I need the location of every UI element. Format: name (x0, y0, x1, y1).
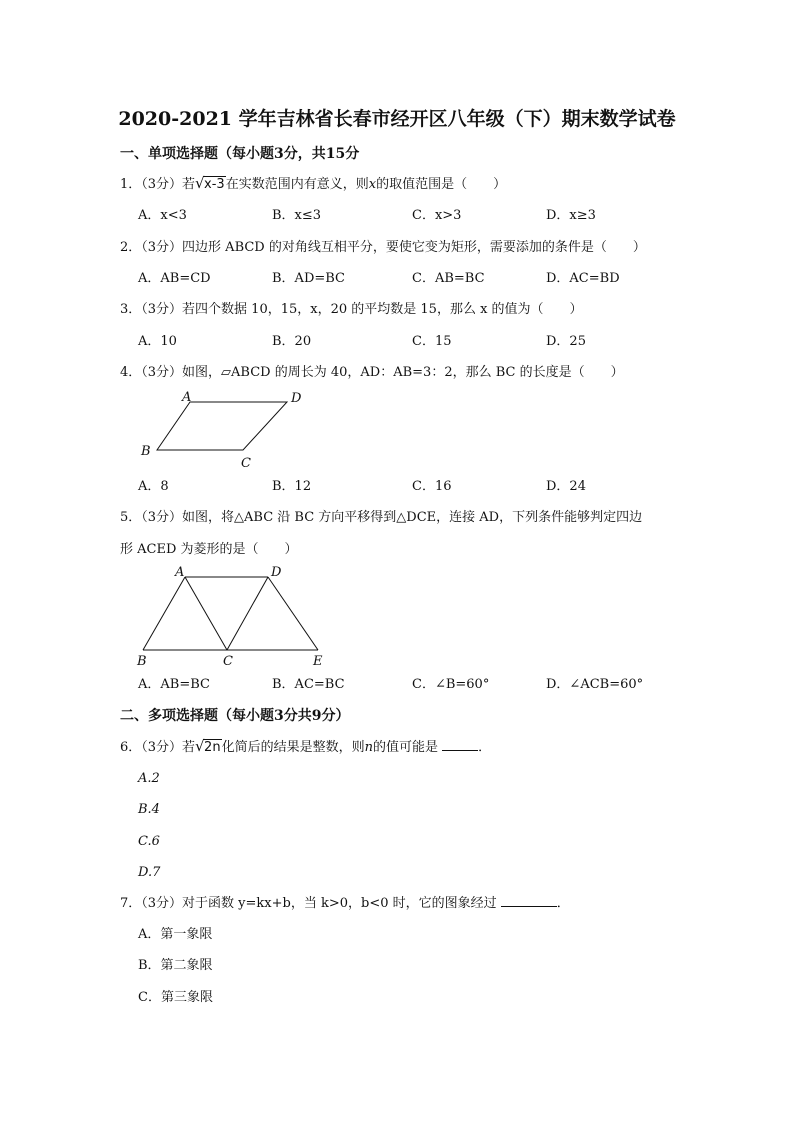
option-a[interactable]: A.2 (138, 771, 160, 786)
question-6 (120, 737, 492, 755)
sqrt-expression: √ 2n (195, 737, 221, 755)
option-c[interactable]: C．x>3 (412, 208, 462, 223)
question-4: 4．（3分）如图，▱ABCD 的周长为 40，AD：AB=3：2，那么 BC 的长度是（ ） (120, 365, 624, 380)
question-1-suffix: 在实数范围内有意义，则 (225, 177, 369, 192)
parallelogram-shape (157, 402, 287, 450)
question-5-line-2: 形 ACED 为菱形的是（ ） (120, 542, 298, 557)
radicand: 2n (204, 740, 221, 755)
option-a[interactable]: A．8 (138, 479, 169, 494)
question-3: 3．（3分）若四个数据 10，15，x，20 的平均数是 15，那么 x 的值为（ ） (120, 302, 583, 317)
option-d[interactable]: D．x≥3 (546, 208, 596, 223)
line-de (268, 577, 318, 650)
question-5-line-1: 5．（3分）如图，将△ABC 沿 BC 方向平移得到△DCE，连接 AD，下列条件能够判定四边 (120, 510, 643, 525)
line-ab (143, 577, 185, 650)
vertex-label: A (182, 390, 192, 405)
vertex-label: D (271, 565, 282, 580)
variable: x (368, 177, 377, 192)
line-cd (227, 577, 268, 650)
question-2: 2．（3分）四边形 ABCD 的对角线互相平分，要使它变为矩形，需要添加的条件是（ ） (120, 240, 646, 255)
option-c[interactable]: C．第三象限 (138, 990, 213, 1005)
option-b[interactable]: B．第二象限 (138, 958, 213, 973)
answer-blank[interactable] (501, 906, 557, 907)
line-ac (185, 577, 227, 650)
option-c[interactable]: C．16 (412, 479, 452, 494)
question-1-prefix: 1．（3分）若 (120, 177, 196, 192)
vertex-label: E (313, 654, 323, 669)
parallelogram-figure (135, 388, 320, 473)
option-d[interactable]: D．AC=BD (546, 271, 620, 286)
answer-blank[interactable] (442, 750, 478, 751)
question-6-suffix: 化简后的结果是整数，则 (221, 740, 365, 755)
option-d[interactable]: D．25 (546, 334, 586, 349)
option-d[interactable]: D.7 (138, 865, 161, 880)
option-c[interactable]: C．∠B=60° (412, 677, 490, 692)
question-1 (120, 174, 507, 192)
option-b[interactable]: B．AC=BC (272, 677, 345, 692)
option-a[interactable]: A．x<3 (138, 208, 187, 223)
section-2-heading: 二、多项选择题（每小题3分共9分） (120, 708, 350, 724)
option-a[interactable]: A．AB=BC (138, 677, 210, 692)
question-7 (120, 897, 570, 910)
question-6-tail: 的值可能是 (372, 740, 438, 755)
option-c[interactable]: C．AB=BC (412, 271, 485, 286)
option-c[interactable]: C.6 (138, 834, 160, 849)
radicand: x-3 (204, 177, 225, 192)
vertex-label: C (241, 456, 251, 471)
vertex-label: D (291, 391, 302, 406)
vertex-label: B (137, 654, 147, 669)
option-b[interactable]: B．12 (272, 479, 312, 494)
vertex-label: B (141, 444, 151, 459)
option-c[interactable]: C．15 (412, 334, 452, 349)
page-title: 2020-2021 学年吉林省长春市经开区八年级（下）期末数学试卷 (118, 108, 676, 130)
option-b[interactable]: B．20 (272, 334, 312, 349)
question-7-text: 7．（3分）对于函数 y=kx+b，当 k>0，b<0 时，它的图象经过 (120, 896, 497, 911)
option-b[interactable]: B．x≤3 (272, 208, 322, 223)
variable: n (364, 740, 373, 755)
vertex-label: A (175, 565, 185, 580)
option-b[interactable]: B.4 (138, 802, 160, 817)
vertex-label: C (223, 654, 233, 669)
option-b[interactable]: B．AD=BC (272, 271, 345, 286)
option-a[interactable]: A．AB=CD (138, 271, 211, 286)
section-1-heading: 一、单项选择题（每小题3分，共15分 (120, 146, 360, 162)
question-1-tail: 的取值范围是（ ） (376, 177, 507, 192)
translation-figure (135, 563, 335, 673)
option-a[interactable]: A．第一象限 (138, 927, 213, 942)
option-d[interactable]: D．24 (546, 479, 586, 494)
option-a[interactable]: A．10 (138, 334, 177, 349)
question-7-end: ． (556, 896, 570, 911)
question-6-prefix: 6．（3分）若 (120, 740, 196, 755)
question-6-end: ． (478, 740, 492, 755)
option-d[interactable]: D．∠ACB=60° (546, 677, 644, 692)
sqrt-expression: √ x-3 (195, 174, 225, 192)
